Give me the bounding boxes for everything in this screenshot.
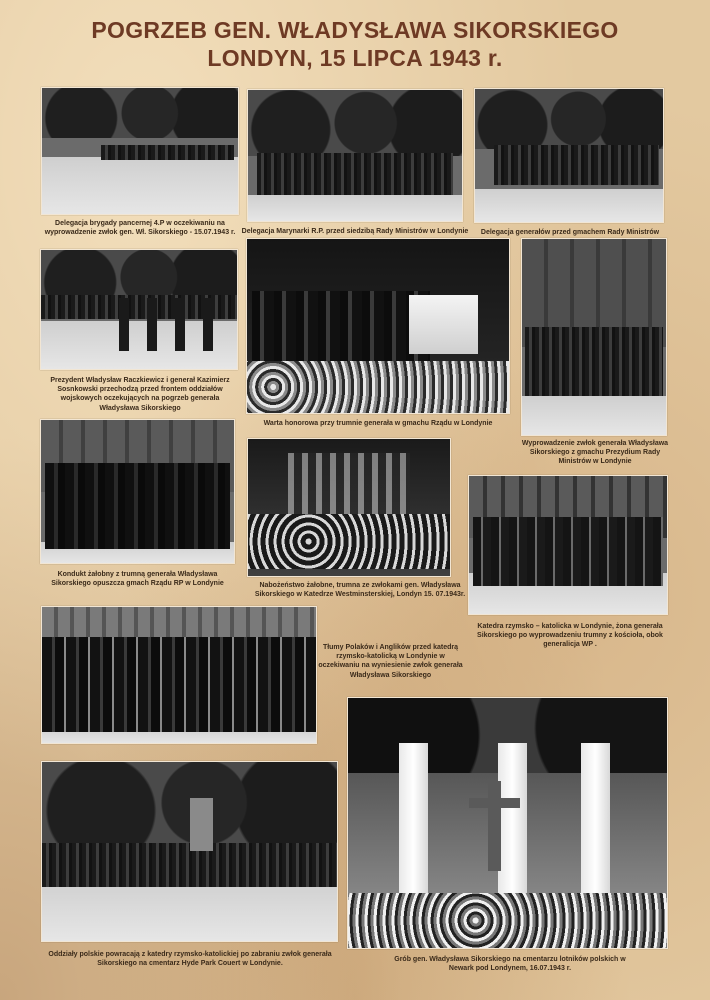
caption-honor-guard: Warta honorowa przy trumnie generała w gmachu Rządu w Londynie xyxy=(263,420,493,427)
photo-honor-guard-coffin xyxy=(246,238,510,414)
photo-cathedral-widow xyxy=(468,475,668,615)
page-title-line-2: LONDYN, 15 LIPCA 1943 r. xyxy=(207,45,503,71)
photo-generals-delegation xyxy=(474,88,664,223)
caption-westminster-mass: Nabożeństwo żałobne, trumna ze zwłokami gen. Władysława Sikorskiego w Katedrze Westminsterskiej, Londyn 15. 07.1943r. xyxy=(254,582,466,599)
caption-sikorski-grave: Grób gen. Władysława Sikorskiego na cmentarzu lotników polskich w Newark pod Londynem, 16.07.1943 r. xyxy=(394,956,626,973)
caption-tank-brigade: Delegacja brygady pancernej 4.P w oczekiwaniu na wyprowadzenie zwłok gen. Wł. Sikorskiego - 15.07.1943 r. xyxy=(44,220,236,237)
caption-generals-delegation: Delegacja generałów przed gmachem Rady Ministrów xyxy=(480,229,660,236)
photo-coffin-carried-out xyxy=(521,238,667,436)
photo-president-review xyxy=(40,249,238,370)
caption-navy-delegation: Delegacja Marynarki R.P. przed siedzibą Rady Ministrów w Londynie xyxy=(241,228,469,235)
photo-tank-brigade-delegation xyxy=(41,87,239,215)
photo-funeral-procession xyxy=(40,419,235,564)
photo-troops-return xyxy=(41,761,338,942)
caption-president-review: Prezydent Władysław Raczkiewicz i generał Kazimierz Sosnkowski przechodzą przed frontem oddziałów wojskowych oczekujących na pogrzeb generała Władysława Sikorskiego xyxy=(50,377,230,412)
caption-funeral-procession: Kondukt żałobny z trumną generała Władysława Sikorskiego opuszcza gmach Rządu RP w Londynie xyxy=(51,571,224,588)
caption-cathedral-widow: Katedra rzymsko – katolicka w Londynie, żona generała Sikorskiego po wyprowadzeniu trumny z kościoła, obok generalicja WP . xyxy=(477,623,663,649)
photo-crowds-cathedral xyxy=(41,606,317,744)
photo-westminster-mass xyxy=(247,438,451,577)
caption-crowds-cathedral: Tłumy Polaków i Anglików przed katedrą rzymsko-katolicką w Londynie w oczekiwaniu na wyniesienie zwłok generała Władysława Sikorskiego xyxy=(318,644,463,679)
photo-sikorski-grave xyxy=(347,697,668,949)
caption-troops-return: Oddziały polskie powracają z katedry rzymsko-katolickiej po zabraniu zwłok generała Sikorskiego na cmentarz Hyde Park Couert w Londynie. xyxy=(48,951,332,968)
page-title-line-1: POGRZEB GEN. WŁADYSŁAWA SIKORSKIEGO xyxy=(91,17,619,43)
photo-navy-delegation xyxy=(247,89,463,222)
caption-coffin-carried-out: Wyprowadzenie zwłok generała Władysława Sikorskiego z gmachu Prezydium Rady Ministrów w Londynie xyxy=(521,440,669,466)
